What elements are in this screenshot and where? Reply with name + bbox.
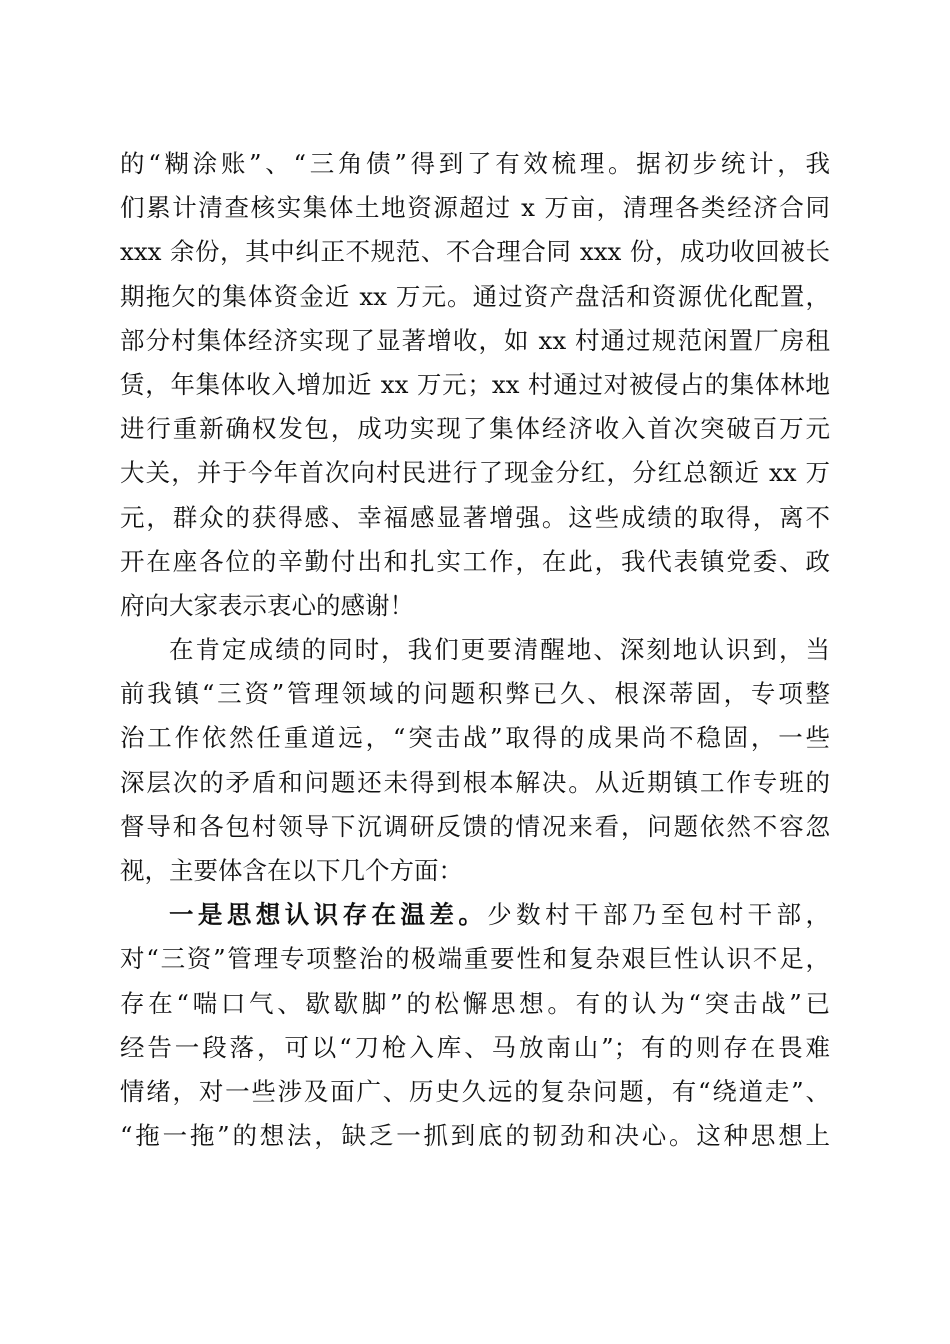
paragraph1-line-5: 部分村集体经济实现了显著增收，如 xx 村通过规范闲置厂房租 [120,325,830,355]
paragraph3-line-6: “拖一拖”的想法，缺乏一抓到底的韧劲和决心。这种思想上 [120,1121,830,1151]
paragraph1-line-4: 期拖欠的集体资金近 xx 万元。通过资产盘活和资源优化配置， [120,281,830,311]
paragraph1-line-10: 开在座各位的辛勤付出和扎实工作，在此，我代表镇党委、政 [120,546,830,576]
paragraph1-line-1: 的“糊涂账”、“三角债”得到了有效梳理。据初步统计，我 [120,149,830,178]
paragraph1-line-6: 赁，年集体收入增加近 xx 万元；xx 村通过对被侵占的集体林地 [120,369,830,399]
paragraph2-line-6: 视，主要体含在以下几个方面： [120,856,463,885]
paragraph2-line-1: 在肯定成绩的同时，我们更要清醒地、深刻地认识到，当 [169,635,830,665]
paragraph3-line-5: 情绪，对一些涉及面广、历史久远的复杂问题，有“绕道走”、 [120,1076,830,1106]
paragraph3-lead-heading: 一是思想认识存在温差。 [169,900,488,930]
paragraph1-line-2: 们累计清查核实集体土地资源超过 x 万亩，清理各类经济合同 [120,193,830,223]
paragraph3-line-4: 经告一段落，可以“刀枪入库、马放南山”；有的则存在畏难 [120,1032,830,1062]
paragraph3-line-1 [120,893,830,937]
paragraph3-line-3: 存在“喘口气、歇歇脚”的松懈思想。有的认为“突击战”已 [120,988,830,1018]
paragraph1-line-8: 大关，并于今年首次向村民进行了现金分红，分红总额近 xx 万 [120,458,830,488]
paragraph2-line-5: 督导和各包村领导下沉调研反馈的情况来看，问题依然不容忽 [120,811,830,841]
paragraph2-line-4: 深层次的矛盾和问题还未得到根本解决。从近期镇工作专班的 [120,767,830,797]
document-body [120,142,830,1158]
paragraph1-line-9: 元，群众的获得感、幸福感显著增强。这些成绩的取得，离不 [120,502,830,532]
paragraph3-line-2: 对“三资”管理专项整治的极端重要性和复杂艰巨性认识不足， [120,944,830,974]
paragraph1-line-11: 府向大家表示衷心的感谢！ [120,590,414,620]
paragraph1-line-3: xxx 余份，其中纠正不规范、不合理合同 xxx 份，成功收回被长 [120,237,830,267]
paragraph2-line-3: 治工作依然任重道远，“突击战”取得的成果尚不稳固，一些 [120,723,830,753]
paragraph3-line-1-rest: 少数村干部乃至包村干部， [487,900,830,930]
paragraph1-line-7: 进行重新确权发包，成功实现了集体经济收入首次突破百万元 [120,414,830,444]
paragraph2-line-2: 前我镇“三资”管理领域的问题积弊已久、根深蒂固，专项整 [120,679,830,709]
